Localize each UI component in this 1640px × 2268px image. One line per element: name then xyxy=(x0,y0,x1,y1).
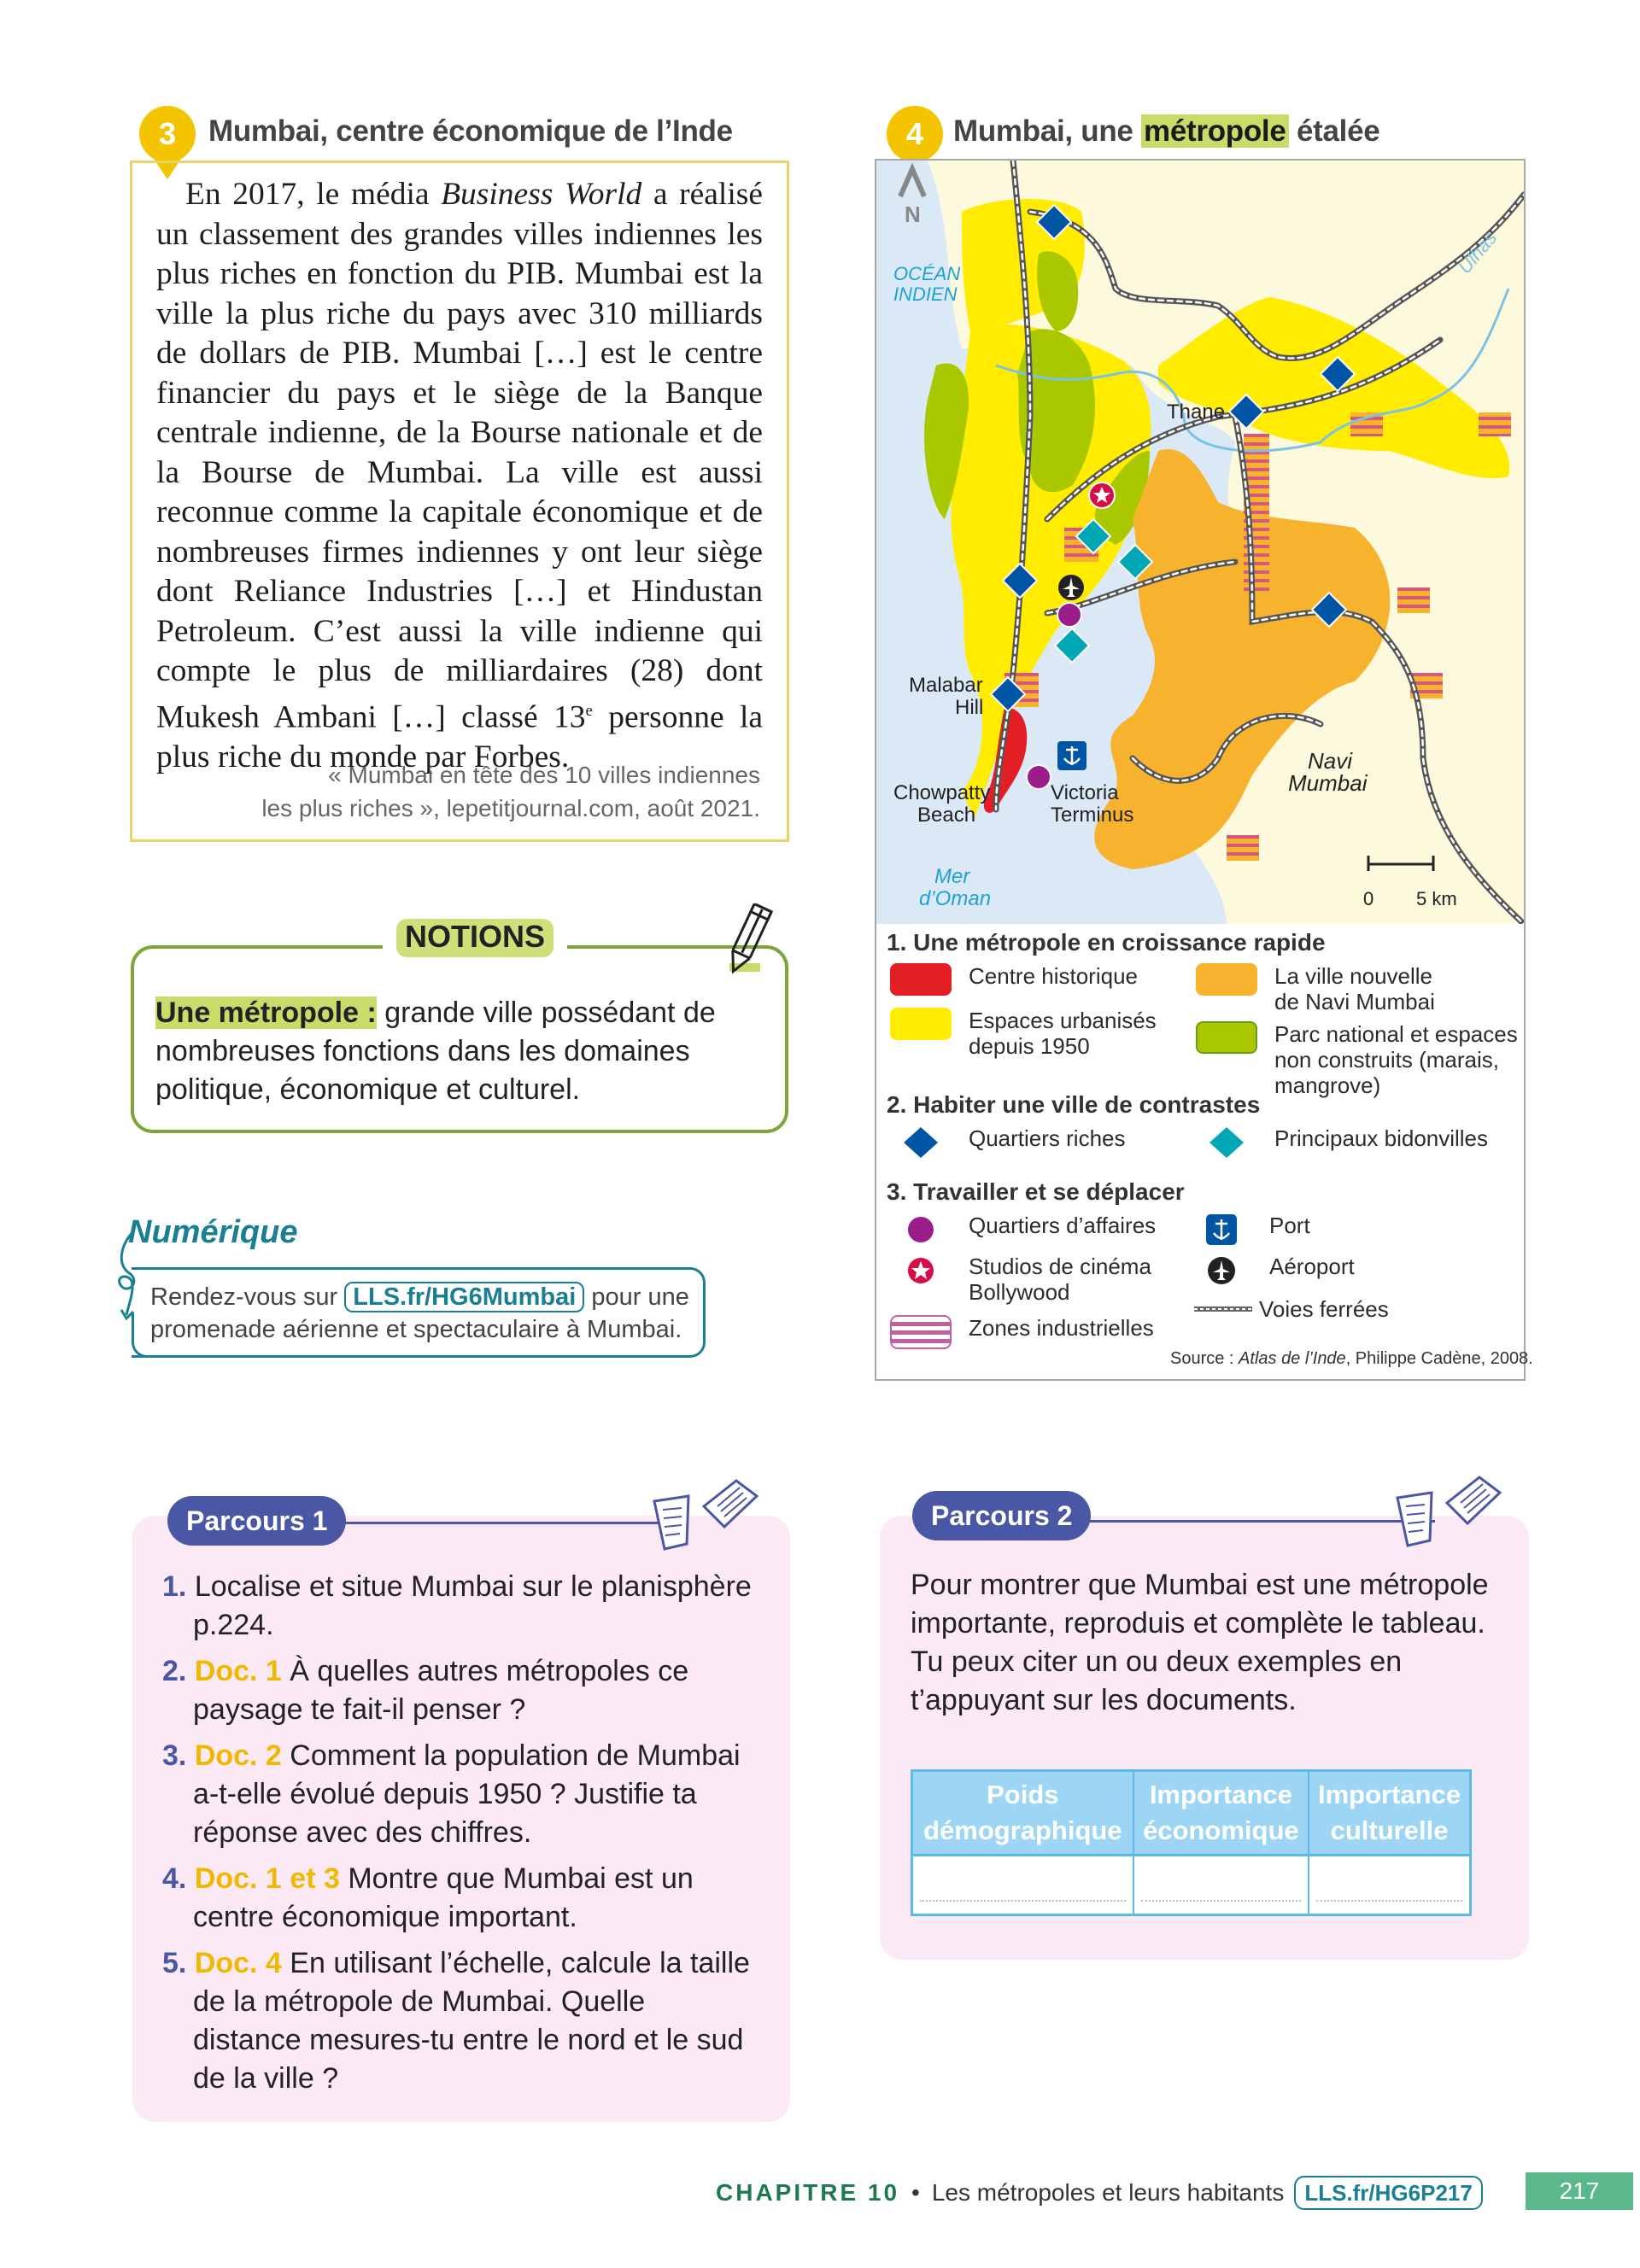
doc3-text: En 2017, le média Business World a réalisé un classement des grandes villes indiennes les plus riches en fonction du PIB. Mumbai est la ville la plus riche du pays avec 310 milliards de dollars de PIB. Mumbai […] est le centre financier du pays et le siège de la Banque centrale indienne, de la Bourse nationale et de la Bourse de Mumbai. La ville est aussi reconnue comme la capitale économique et de nombreuses firmes indiennes y ont leur siège dont Reliance Industries […] et Hindustan Petroleum. C’est aussi la ville indienne qui compte le plus de milliardaires (28) dont Mukesh Ambani […] classé 13e personne la plus riche du monde par Forbes. xyxy=(156,177,764,775)
legend-item-zones: Zones industrielles xyxy=(890,1315,1154,1349)
label-navi: Navi xyxy=(1308,748,1353,774)
industrial-zone-icon xyxy=(890,1315,952,1349)
question-item: 2. Doc. 1 À quelles autres métropoles ce paysage te fait-il penser ? xyxy=(162,1655,689,1726)
swatch-orange xyxy=(1196,963,1257,996)
legend-item-studios: Studios de cinéma Bollywood xyxy=(897,1254,1151,1305)
parcours2-table xyxy=(911,1769,1472,1916)
footer-link[interactable]: LLS.fr/HG6P217 xyxy=(1294,2176,1483,2210)
numerique-link[interactable]: LLS.fr/HG6Mumbai xyxy=(344,1282,584,1312)
swatch-green xyxy=(1196,1021,1257,1054)
page-number: 217 xyxy=(1526,2172,1633,2210)
star-icon xyxy=(897,1254,945,1288)
table-answer-cell[interactable] xyxy=(1133,1856,1309,1915)
legend-item-affaires: Quartiers d’affaires xyxy=(897,1213,1156,1247)
table-header: Importance économique xyxy=(1133,1771,1309,1856)
chapter-title: Les métropoles et leurs habitants xyxy=(931,2179,1285,2206)
legend-section-3-title: 3. Travailler et se déplacer xyxy=(887,1178,1185,1205)
question-item: 4. Doc. 1 et 3 Montre que Mumbai est un centre économique important. xyxy=(162,1862,694,1933)
chapter-label: CHAPITRE 10 xyxy=(716,2179,900,2206)
legend-item-voies: Voies ferrées xyxy=(1192,1296,1389,1322)
legend-section-1-title: 1. Une métropole en croissance rapide xyxy=(887,929,1326,956)
label-mer: Mer xyxy=(934,865,970,888)
question-item: 5. Doc. 4 En utilisant l’échelle, calcule la taille de la métropole de Mumbai. Quelle distance mesures-tu entre le nord et le sud de la ville ? xyxy=(162,1947,750,2095)
label-ocean: INDIEN xyxy=(893,284,958,305)
label-chowpatty: Chowpatty xyxy=(893,781,991,804)
table-header: Importance culturelle xyxy=(1309,1771,1470,1856)
label-thane: Thane xyxy=(1167,400,1226,424)
legend-item-centre: Centre historique xyxy=(890,963,1138,996)
legend-item-riches: Quartiers riches xyxy=(897,1125,1126,1160)
table-answer-cell[interactable] xyxy=(912,1856,1133,1915)
pencil-icon xyxy=(716,903,777,985)
business-district-marker xyxy=(1027,765,1051,789)
table-answer-cell[interactable] xyxy=(1309,1856,1470,1915)
airplane-icon xyxy=(1204,1254,1239,1288)
legend-item-navi: La ville nouvelle de Navi Mumbai xyxy=(1196,963,1435,1014)
industrial-zone xyxy=(1227,835,1259,861)
swatch-red xyxy=(890,963,952,996)
label-malabar: Hill xyxy=(955,696,984,719)
table-header: Poids démographique xyxy=(912,1771,1133,1856)
doc3-title: Mumbai, centre économique de l’Inde xyxy=(208,114,733,148)
label-victoria: Victoria xyxy=(1051,781,1119,804)
label-navi: Mumbai xyxy=(1288,770,1368,796)
doc3-citation: « Mumbai en tête des 10 villes indiennes les plus riches », lepetitjournal.com, août 2021. xyxy=(261,762,760,821)
parcours1-line xyxy=(325,1522,683,1524)
legend-item-parc: Parc national et espaces non construits (marais, mangrove) xyxy=(1196,1021,1518,1098)
business-district-marker xyxy=(1057,603,1081,627)
footer-bullet: • xyxy=(911,2179,920,2206)
legend-item-aeroport: Aéroport xyxy=(1204,1254,1355,1288)
parcours1-label: Parcours 1 xyxy=(167,1496,346,1546)
map-source: Source : Atlas de l’Inde, Philippe Cadène, 2008. xyxy=(1170,1349,1533,1368)
numerique-title: Numérique xyxy=(128,1214,298,1250)
svg-text:N: N xyxy=(905,202,921,227)
svg-text:0: 0 xyxy=(1363,888,1374,909)
doc4-title: Mumbai, une métropole étalée xyxy=(953,114,1380,148)
legend-item-bidonvilles: Principaux bidonvilles xyxy=(1203,1125,1488,1160)
page-footer xyxy=(716,2176,1483,2210)
notions-title: NOTIONS xyxy=(383,915,567,962)
label-river: Ulhas xyxy=(1453,227,1502,278)
label-victoria: Terminus xyxy=(1051,804,1134,827)
parcours2-instructions: Pour montrer que Mumbai est une métropole importante, reproduis et complète le tableau. Tu peux citer un ou deux exemples en t’appuyant sur les documents. xyxy=(911,1569,1489,1716)
legend-section-2-title: 2. Habiter une ville de contrastes xyxy=(887,1091,1261,1118)
papers-icon xyxy=(651,1476,762,1552)
railway-icon xyxy=(1192,1296,1254,1322)
port-marker xyxy=(1057,741,1086,770)
parcours2-line xyxy=(1076,1520,1435,1523)
parcours2-label: Parcours 2 xyxy=(912,1491,1091,1540)
legend-item-espaces: Espaces urbanisés depuis 1950 xyxy=(890,1008,1157,1059)
mumbai-map xyxy=(876,161,1524,924)
swatch-yellow xyxy=(890,1008,952,1040)
parcours1-questions xyxy=(162,1568,760,2106)
svg-text:5 km: 5 km xyxy=(1416,888,1457,909)
question-item: 3. Doc. 2 Comment la population de Mumbai a-t-elle évolué depuis 1950 ? Justifie ta réponse avec des chiffres. xyxy=(162,1739,741,1849)
airport-marker xyxy=(1058,575,1084,600)
numerique-text: Rendez-vous sur LLS.fr/HG6Mumbai pour une promenade aérienne et spectaculaire à Mumbai. xyxy=(150,1283,689,1343)
doc-number-badge: 4 xyxy=(887,106,943,162)
label-chowpatty: Beach xyxy=(917,804,976,827)
notions-definition: Une métropole : grande ville possédant de nombreuses fonctions dans les domaines politique, économique et culturel. xyxy=(155,997,716,1106)
papers-icon xyxy=(1394,1472,1505,1549)
industrial-zone xyxy=(1479,412,1511,436)
label-malabar: Malabar xyxy=(909,674,983,697)
film-studio-marker xyxy=(1089,482,1115,508)
business-district-icon xyxy=(897,1213,945,1247)
legend-item-port: Port xyxy=(1204,1213,1310,1247)
industrial-zone xyxy=(1397,587,1430,613)
label-ocean: OCÉAN xyxy=(893,263,961,284)
anchor-icon xyxy=(1204,1213,1239,1247)
slum-icon xyxy=(1203,1125,1250,1160)
label-mer: d’Oman xyxy=(919,887,992,910)
rich-quarter-icon xyxy=(897,1125,945,1160)
question-item: 1. Localise et situe Mumbai sur le planisphère p.224. xyxy=(162,1570,752,1641)
doc-number-badge: 3 xyxy=(139,106,196,162)
